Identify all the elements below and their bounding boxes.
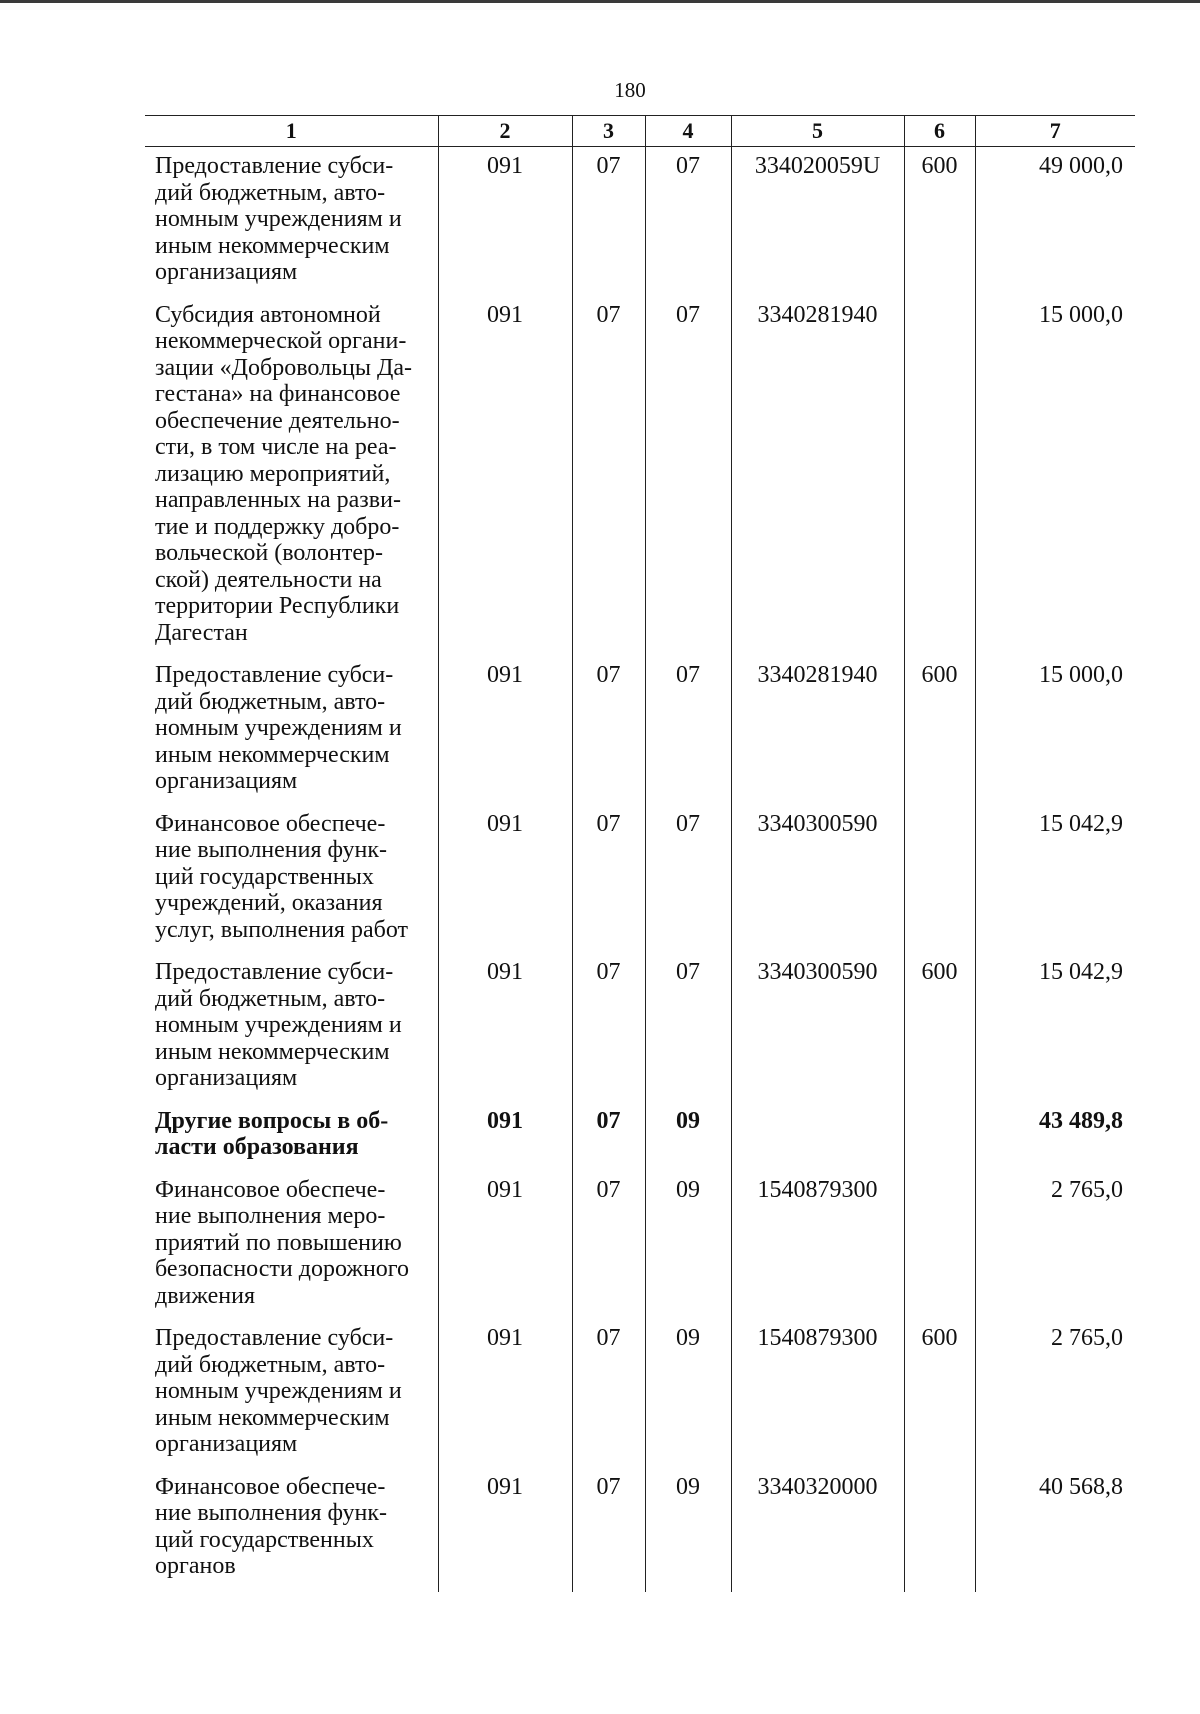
table-body [145, 147, 1135, 1592]
cell-col-6 [904, 1468, 975, 1592]
cell-col-6: 600 [904, 953, 975, 1102]
column-header-4: 4 [645, 116, 731, 147]
cell-col-5: 3340281940 [731, 296, 904, 657]
cell-col-3: 07 [572, 296, 645, 657]
table-row-section-total [145, 1102, 1135, 1171]
cell-col-7-amount: 15 042,9 [1039, 810, 1123, 837]
cell-col-6: 600 [904, 656, 975, 805]
column-header-2: 2 [438, 116, 572, 147]
row-name: Субсидия автономной некоммерческой органи- зации «Добровольцы Да- гестана» на финансовое обеспечение деятельно- сти, в том числе на реа- лизацию мероприятий, направленных на разви- тие и поддержку добро- вольческой (волонтер- ской) деятельности на территории Республики Дагестан [145, 296, 438, 657]
table-row [145, 1468, 1135, 1592]
cell-col-4: 07 [645, 953, 731, 1102]
row-name: Предоставление субси- дий бюджетным, авто- номным учреждениям и иным некоммерческим организациям [145, 1319, 438, 1468]
page-number: 180 [614, 78, 646, 102]
cell-col-2: 091 [438, 1468, 572, 1592]
table-row [145, 656, 1135, 805]
cell-col-5: 3340320000 [731, 1468, 904, 1592]
cell-col-5: 3340300590 [731, 805, 904, 954]
cell-col-3: 07 [572, 805, 645, 954]
top-scan-border [0, 0, 1200, 3]
cell-col-3: 07 [572, 1319, 645, 1468]
cell-col-7-amount: 2 765,0 [1051, 1176, 1123, 1203]
cell-col-4: 07 [645, 656, 731, 805]
row-name: Предоставление субси- дий бюджетным, авто- номным учреждениям и иным некоммерческим организациям [145, 656, 438, 805]
budget-table [145, 115, 1135, 1592]
cell-col-2: 091 [438, 953, 572, 1102]
cell-col-5: 3340281940 [731, 656, 904, 805]
cell-col-3: 07 [572, 147, 645, 296]
cell-col-4: 07 [645, 147, 731, 296]
cell-col-3: 07 [572, 953, 645, 1102]
cell-col-2: 091 [438, 296, 572, 657]
cell-col-6: 600 [904, 147, 975, 296]
row-name: Финансовое обеспече- ние выполнения меро- приятий по повышению безопасности дорожного движения [145, 1171, 438, 1320]
row-name: Финансовое обеспече- ние выполнения функ- ций государственных органов [145, 1468, 438, 1592]
cell-col-7-amount: 15 000,0 [1039, 662, 1123, 688]
cell-col-2: 091 [438, 147, 572, 296]
cell-col-4: 09 [645, 1171, 731, 1320]
table-row [145, 1319, 1135, 1468]
cell-col-4: 07 [645, 296, 731, 657]
column-header-7: 7 [975, 116, 1135, 147]
column-header-5: 5 [731, 116, 904, 147]
cell-col-5: 3340300590 [731, 953, 904, 1102]
table-row [145, 296, 1135, 657]
column-header-1: 1 [145, 116, 438, 147]
cell-col-7-amount: 40 568,8 [1039, 1473, 1123, 1500]
row-name: Предоставление субси- дий бюджетным, авто- номным учреждениям и иным некоммерческим организациям [145, 147, 438, 296]
cell-col-2: 091 [438, 805, 572, 954]
cell-col-7-amount: 15 000,0 [1039, 301, 1123, 328]
table-row [145, 147, 1135, 296]
row-name: Другие вопросы в об- ласти образования [145, 1102, 438, 1171]
cell-col-3: 07 [572, 656, 645, 805]
cell-col-6 [904, 1102, 975, 1171]
cell-col-5 [731, 1102, 904, 1171]
cell-col-3: 07 [572, 1468, 645, 1592]
cell-col-6 [904, 296, 975, 657]
cell-col-3: 07 [572, 1171, 645, 1320]
cell-col-7-amount: 15 042,9 [1039, 959, 1123, 985]
cell-col-4: 09 [645, 1102, 731, 1171]
cell-col-2: 091 [438, 1102, 572, 1171]
row-name: Финансовое обеспече- ние выполнения функ- ций государственных учреждений, оказания услуг, выполнения работ [145, 805, 438, 954]
cell-col-7-amount: 2 765,0 [1051, 1325, 1123, 1351]
cell-col-5: 1540879300 [731, 1319, 904, 1468]
cell-col-6 [904, 1171, 975, 1320]
table-row [145, 953, 1135, 1102]
table-row [145, 1171, 1135, 1320]
column-header-3: 3 [572, 116, 645, 147]
column-header-6: 6 [904, 116, 975, 147]
cell-col-2: 091 [438, 1319, 572, 1468]
cell-col-7-amount: 49 000,0 [1039, 153, 1123, 179]
cell-col-4: 09 [645, 1468, 731, 1592]
cell-col-2: 091 [438, 1171, 572, 1320]
cell-col-3: 07 [572, 1102, 645, 1171]
cell-col-4: 09 [645, 1319, 731, 1468]
cell-col-5: 1540879300 [731, 1171, 904, 1320]
table-header-row [145, 116, 1135, 147]
row-name: Предоставление субси- дий бюджетным, авто- номным учреждениям и иным некоммерческим организациям [145, 953, 438, 1102]
cell-col-2: 091 [438, 656, 572, 805]
table-row [145, 805, 1135, 954]
cell-col-4: 07 [645, 805, 731, 954]
cell-col-6: 600 [904, 1319, 975, 1468]
cell-col-5: 334020059U [731, 147, 904, 296]
cell-col-7-amount: 43 489,8 [1039, 1107, 1123, 1134]
cell-col-6 [904, 805, 975, 954]
